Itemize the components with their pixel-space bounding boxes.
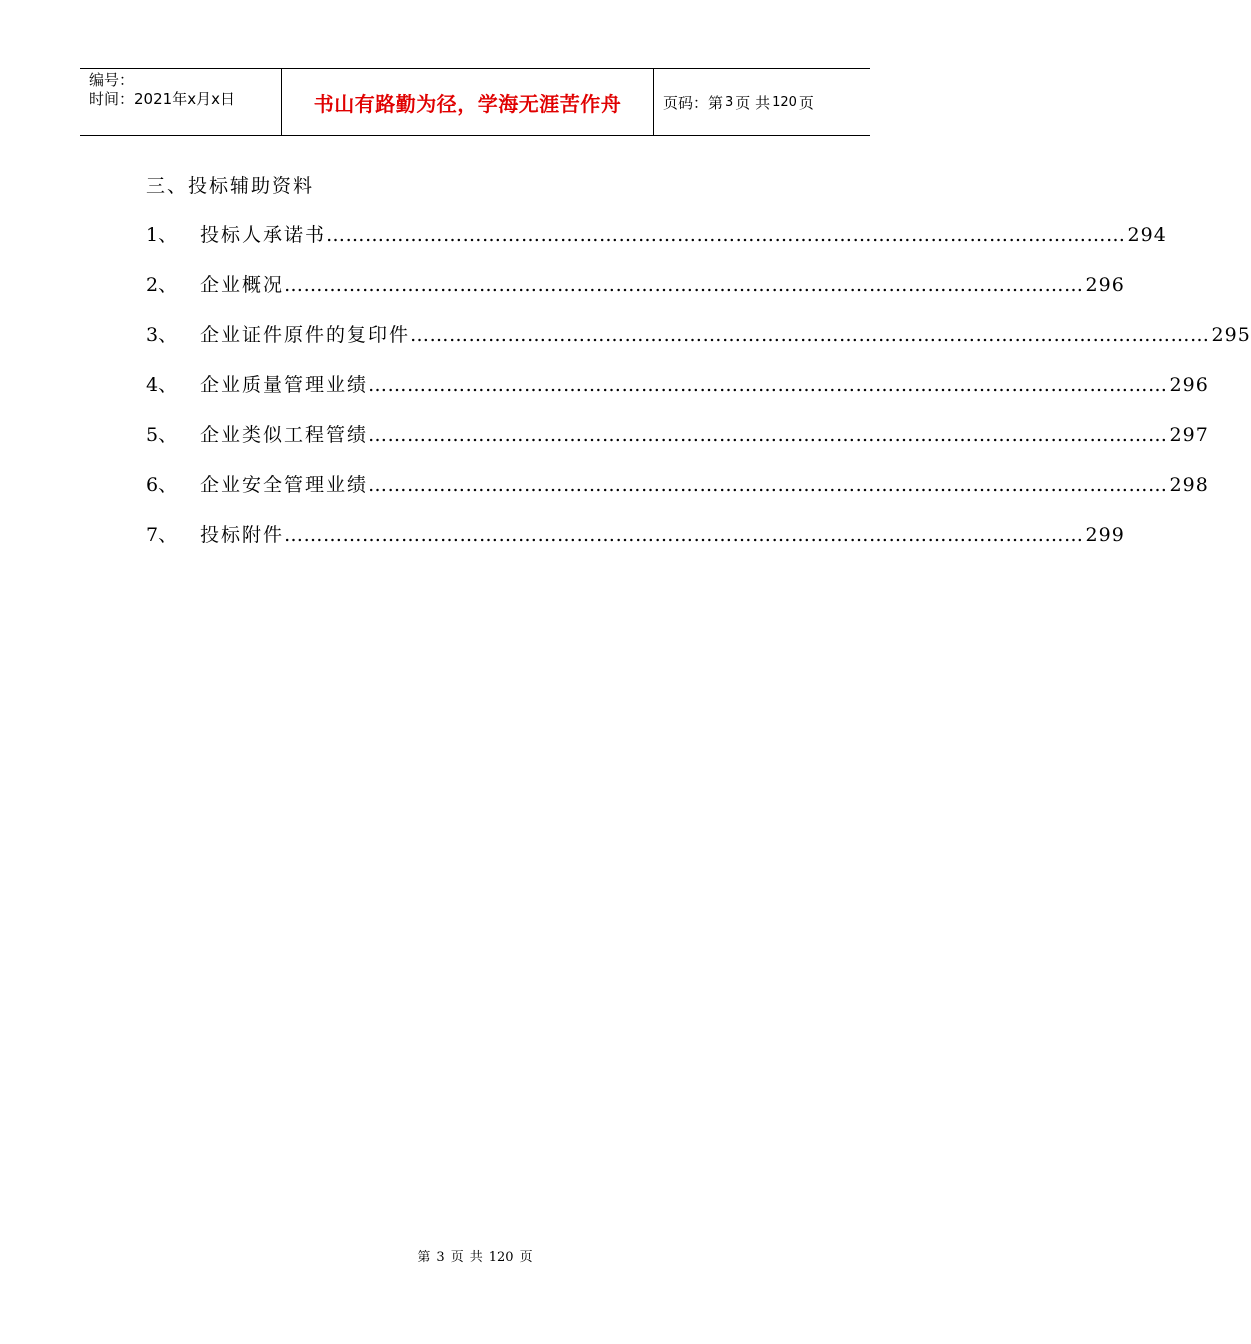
toc-entry-number: 6、 bbox=[146, 474, 178, 496]
toc-entry-page: 294 bbox=[1127, 224, 1167, 246]
toc-entry[interactable] bbox=[146, 520, 1125, 570]
footer-total: 120 bbox=[488, 1250, 514, 1265]
toc-entry-title: 投标人承诺书 bbox=[200, 224, 327, 246]
toc-entry-number: 2、 bbox=[146, 274, 178, 296]
toc-leader-dots: …………………………………………………………………………………………………………… bbox=[326, 224, 1126, 246]
toc-entry-title: 企业证件原件的复印件 bbox=[200, 324, 411, 346]
toc-leader-dots: …………………………………………………………………………………………………………… bbox=[284, 274, 1084, 296]
time-value: 2021年x月x日 bbox=[134, 90, 235, 108]
toc-entry-number: 7、 bbox=[146, 524, 178, 546]
page-header bbox=[80, 68, 870, 136]
toc-entry-page: 298 bbox=[1169, 474, 1209, 496]
footer-suffix: 页 bbox=[519, 1250, 533, 1265]
header-page-prefix: 页码：第 bbox=[663, 93, 724, 112]
toc-entry-title: 企业质量管理业绩 bbox=[200, 374, 369, 396]
toc-leader-dots: …………………………………………………………………………………………………………… bbox=[368, 474, 1168, 496]
toc-entry-page: 296 bbox=[1169, 374, 1209, 396]
toc-entry[interactable] bbox=[146, 420, 1209, 470]
toc-leader-dots: …………………………………………………………………………………………………………… bbox=[368, 374, 1168, 396]
toc-entry-number: 4、 bbox=[146, 374, 178, 396]
header-page-info bbox=[654, 69, 870, 135]
toc-entry-page: 297 bbox=[1169, 424, 1209, 446]
toc-entry[interactable] bbox=[146, 470, 1209, 520]
page-footer bbox=[0, 1246, 950, 1265]
toc-entry-page: 299 bbox=[1085, 524, 1125, 546]
time-line bbox=[89, 90, 281, 109]
footer-mid2: 共 bbox=[469, 1250, 483, 1265]
toc-leader-dots: …………………………………………………………………………………………………………… bbox=[284, 524, 1084, 546]
toc-entry-number: 5、 bbox=[146, 424, 178, 446]
toc-entry-number: 3、 bbox=[146, 324, 178, 346]
toc-entry[interactable] bbox=[146, 220, 1167, 270]
toc-entry[interactable] bbox=[146, 370, 1209, 420]
header-page-total: 120 bbox=[772, 94, 797, 110]
section-title: 三、投标辅助资料 bbox=[146, 175, 315, 197]
header-page-suffix: 页 bbox=[798, 93, 814, 112]
toc-entry-title: 企业概况 bbox=[200, 274, 285, 296]
toc-entry[interactable] bbox=[146, 320, 1251, 370]
toc-entry-title: 企业安全管理业绩 bbox=[200, 474, 369, 496]
header-page-mid: 页 共 bbox=[735, 93, 771, 112]
footer-mid1: 页 bbox=[450, 1250, 464, 1265]
toc-entry-number: 1、 bbox=[146, 224, 178, 246]
toc-entry-page: 296 bbox=[1085, 274, 1125, 296]
footer-prefix: 第 bbox=[417, 1250, 431, 1265]
table-of-contents bbox=[146, 220, 1251, 570]
toc-entry[interactable] bbox=[146, 270, 1125, 320]
time-label: 时间： bbox=[89, 90, 135, 108]
toc-entry-page: 295 bbox=[1211, 324, 1251, 346]
header-page-current: 3 bbox=[725, 94, 734, 110]
header-motto: 书山有路勤为径，学海无涯苦作舟 bbox=[281, 69, 654, 135]
header-meta bbox=[80, 69, 281, 135]
footer-current: 3 bbox=[436, 1250, 445, 1265]
toc-entry-title: 投标附件 bbox=[200, 524, 285, 546]
toc-entry-title: 企业类似工程管绩 bbox=[200, 424, 369, 446]
code-label: 编号： bbox=[89, 71, 135, 89]
toc-leader-dots: …………………………………………………………………………………………………………… bbox=[368, 424, 1168, 446]
toc-leader-dots: …………………………………………………………………………………………………………… bbox=[410, 324, 1210, 346]
